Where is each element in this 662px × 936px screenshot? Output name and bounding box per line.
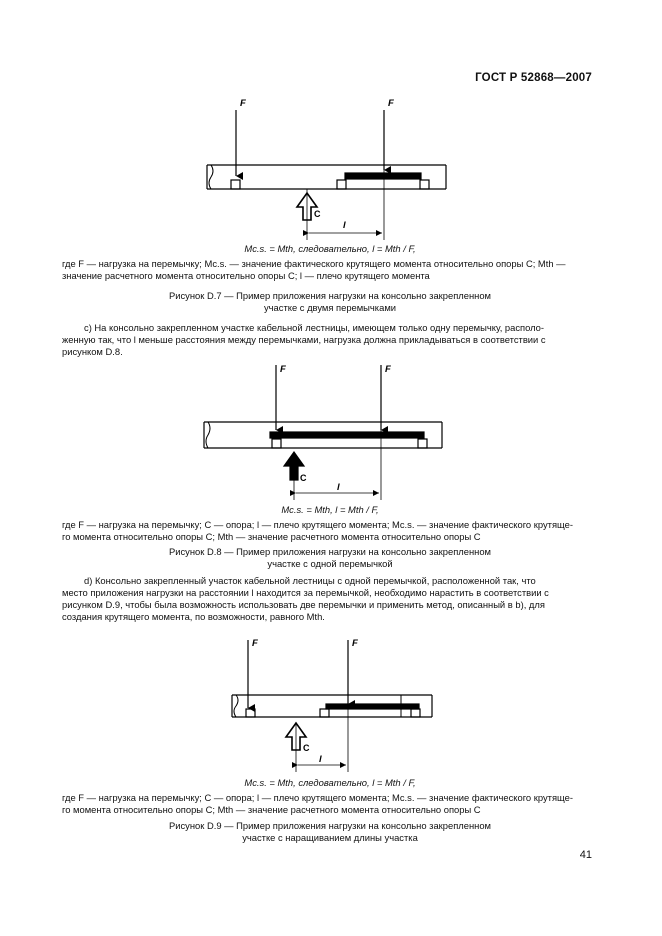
rung-2 xyxy=(320,709,329,717)
paragraph-d-line-3: рисунком D.9, чтобы была возможность использовать две перемычки и применить метод, описанный в b), для xyxy=(62,599,545,610)
page-number: 41 xyxy=(579,849,592,861)
paragraph-d-line-4: создания крутящего момента, по возможности, равного Mth. xyxy=(62,611,325,622)
force-label: F xyxy=(252,638,258,649)
figure-d7-diagram xyxy=(207,110,446,240)
legend-d8-line-1: где F — нагрузка на перемычку; C — опора; l — плечо крутящего момента; Mc.s. — значение фактического крутяще- xyxy=(62,519,573,530)
force-label: F xyxy=(280,364,286,375)
caption-d7-line-2: участке с двумя перемычками xyxy=(263,302,397,313)
legend-d7-line-1: где F — нагрузка на перемычку; Mc.s. — значение фактического крутящего момента относительно опоры C; Mth — xyxy=(62,258,566,269)
paragraph-d-line-1: d) Консольно закрепленный участок кабельной лестницы с одной перемычкой, расположенной так, что xyxy=(84,575,536,586)
arm-label: l xyxy=(343,220,346,231)
formula-d7: Mc.s. = Mth, следовательно, l = Mth / F, xyxy=(244,243,416,254)
caption-d8-line-1: Рисунок D.8 — Пример приложения нагрузки на консольно закрепленном xyxy=(168,546,491,557)
rung-2 xyxy=(337,180,346,189)
load-bar xyxy=(345,173,421,179)
force-label: F xyxy=(388,98,394,109)
paragraph-c-line-2: женную так, что l меньше расстояния между перемычками, нагрузка должна прикладываться в соответствии с xyxy=(62,334,546,345)
figure-d8-diagram xyxy=(204,365,442,500)
rung-2 xyxy=(418,439,427,448)
caption-d8-line-2: участке с одной перемычкой xyxy=(267,558,393,569)
arm-label: l xyxy=(319,754,322,765)
rung-3 xyxy=(411,709,420,717)
formula-d9: Mc.s. = Mth, следовательно, l = Mth / F, xyxy=(244,777,416,788)
load-bar xyxy=(270,432,424,438)
legend-d7-line-2: значение расчетного момента относительно опоры C; l — плечо крутящего момента xyxy=(62,270,430,281)
force-label: F xyxy=(352,638,358,649)
document-code: ГОСТ Р 52868—2007 xyxy=(475,72,592,84)
legend-d9-line-1: где F — нагрузка на перемычку; C — опора; l — плечо крутящего момента; Mc.s. — значение фактического крутяще- xyxy=(62,792,573,803)
support-label: C xyxy=(314,209,321,219)
rung-1 xyxy=(231,180,240,189)
legend-d8-line-2: го момента относительно опоры C; Mth — значение расчетного момента относительно опоры C xyxy=(62,531,481,542)
load-bar xyxy=(326,704,419,709)
paragraph-d-line-2: место приложения нагрузки на расстоянии l находится за перемычкой, необходимо нарастить в соответствии с xyxy=(62,587,549,598)
caption-d9-line-1: Рисунок D.9 — Пример приложения нагрузки на консольно закрепленном xyxy=(168,820,491,831)
rung-1 xyxy=(246,709,255,717)
legend-d9-line-2: го момента относительно опоры C; Mth — значение расчетного момента относительно опоры C xyxy=(62,804,481,815)
force-label: F xyxy=(385,364,391,375)
caption-d7-line-1: Рисунок D.7 — Пример приложения нагрузки на консольно закрепленном xyxy=(168,290,491,301)
rung-1 xyxy=(272,439,281,448)
support-label: C xyxy=(303,743,310,753)
paragraph-c-line-1: c) На консольно закрепленном участке кабельной лестницы, имеющем только одну перемычку, располо- xyxy=(84,322,545,333)
paragraph-c-line-3: рисунком D.8. xyxy=(62,346,123,357)
formula-d8: Mc.s. = Mth, l = Mth / F, xyxy=(281,504,379,515)
arm-label: l xyxy=(337,482,340,493)
caption-d9-line-2: участке с наращиванием длины участка xyxy=(242,832,418,843)
rung-3 xyxy=(420,180,429,189)
support-label: C xyxy=(300,473,307,483)
figure-d9-diagram xyxy=(232,640,432,772)
force-label: F xyxy=(240,98,246,109)
